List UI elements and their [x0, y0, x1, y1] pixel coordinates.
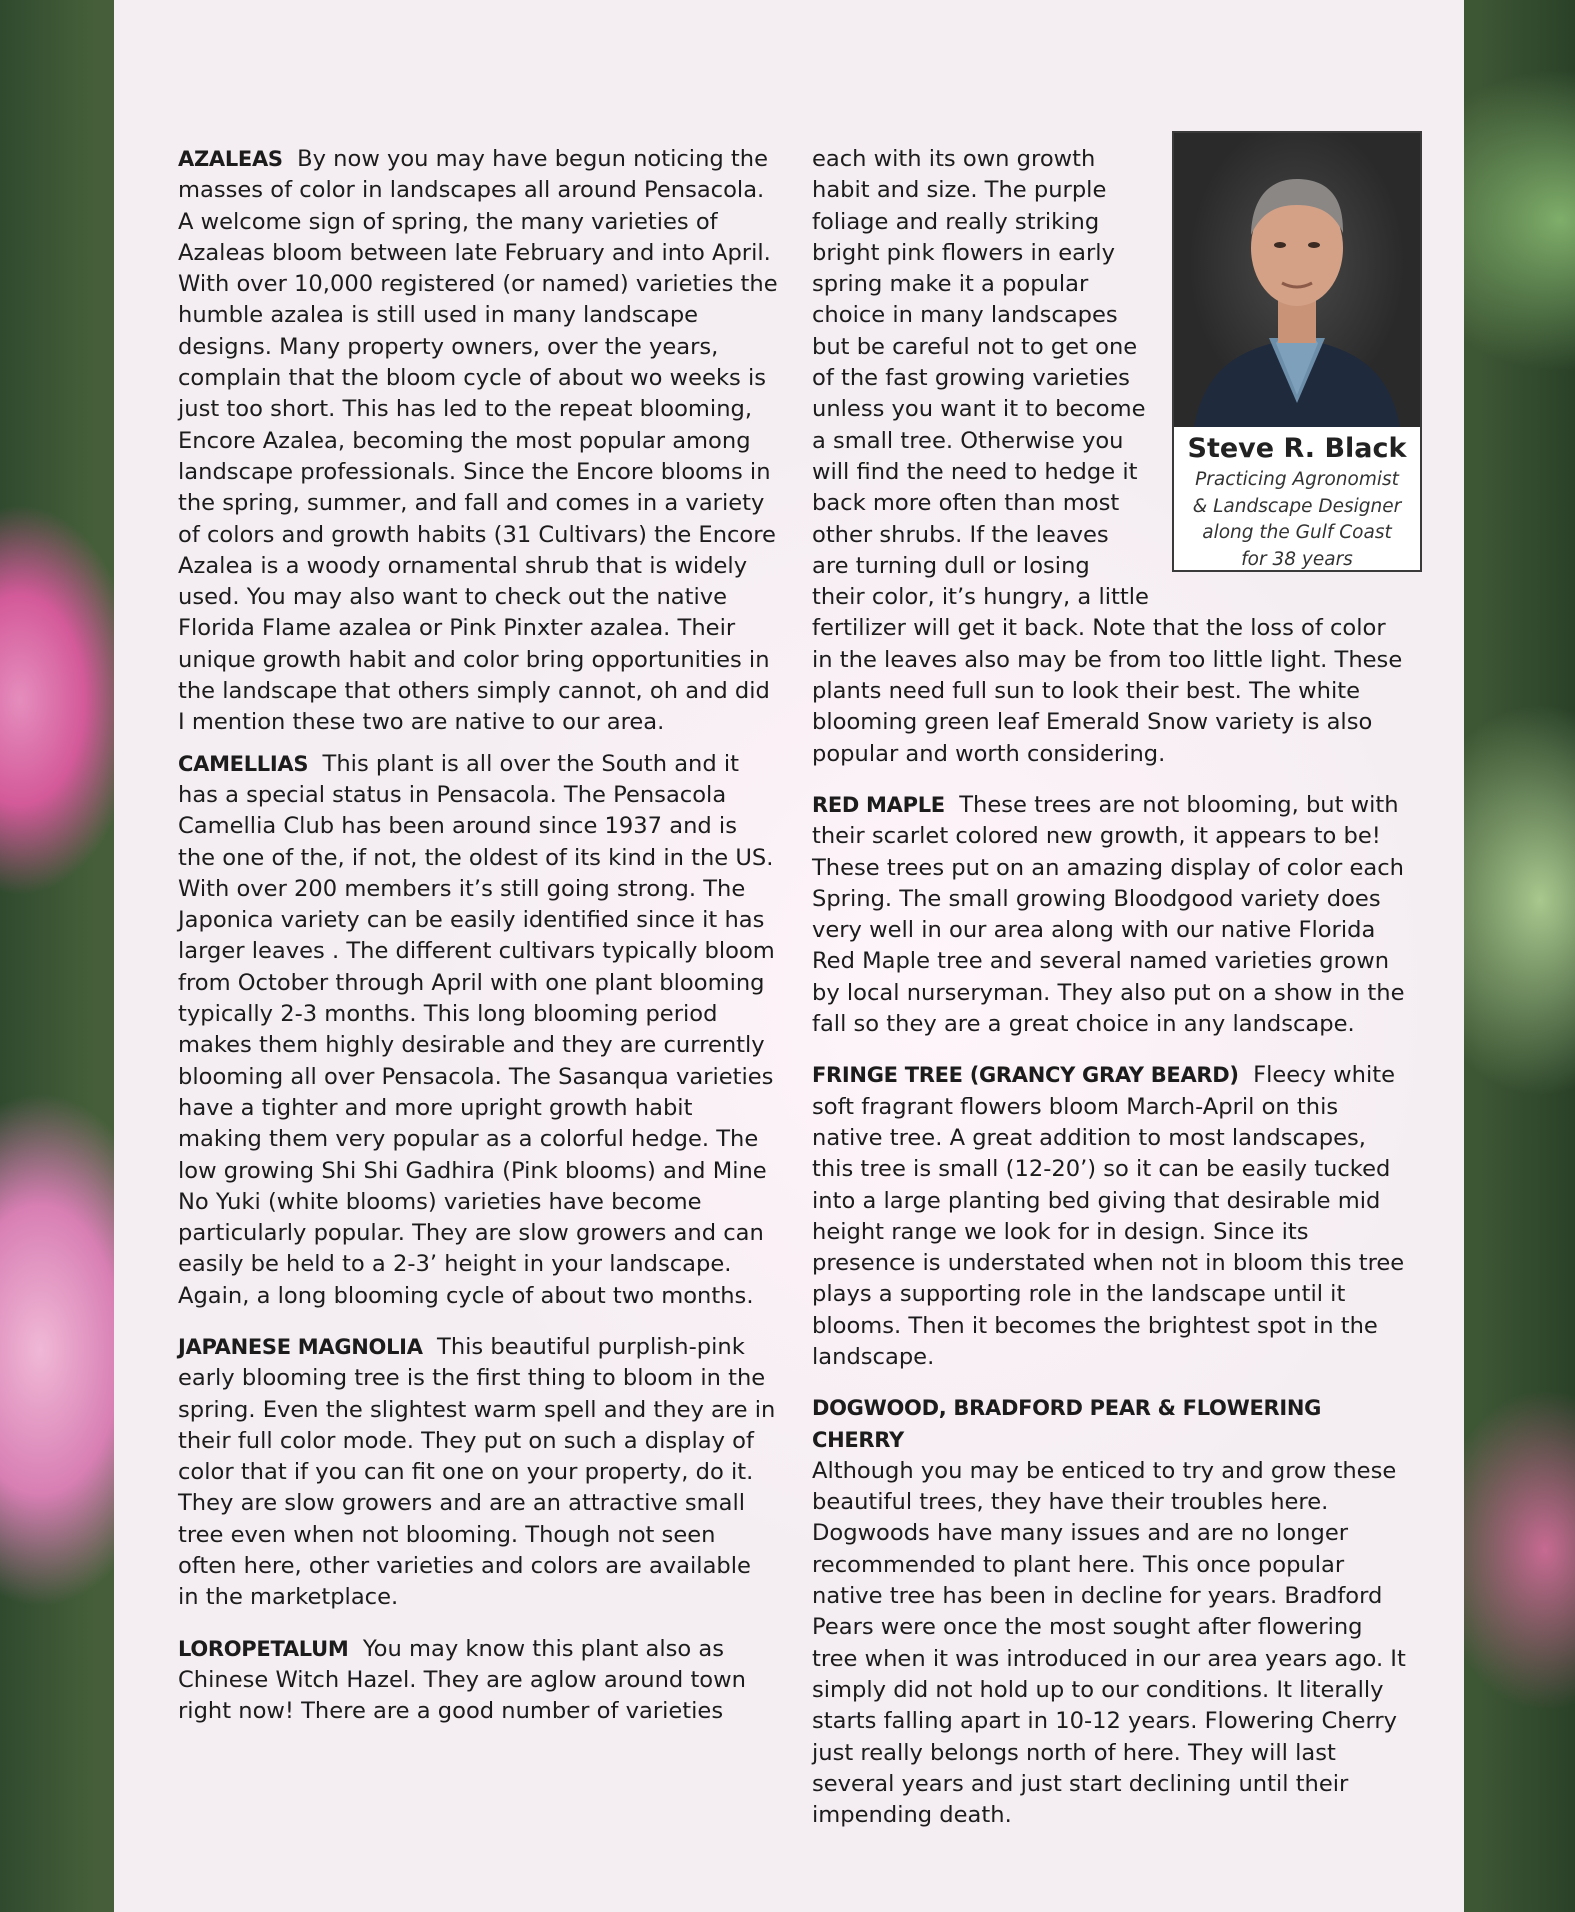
loropetalum-continued: fertilizer will get it back. Note that the loss of color in the leaves also may be from too little light. These plants need full sun to look their best. The white blooming green leaf Emerald Snow variety is also popular and worth considering.: [812, 615, 1403, 767]
author-portrait-illustration: [1174, 133, 1420, 427]
author-photo: [1174, 133, 1420, 427]
section-dogwood: [812, 1393, 1412, 1831]
author-role-line: along the Gulf Coast: [1202, 522, 1392, 543]
section-text: Fleecy white soft fragrant flowers bloom March-April on this native tree. A great addition to most landscapes, this tree is small (12-20’) so it can be easily tucked into a large planting bed giving that desirable mid height range we look for in design. Since its presence is understated when not in bloom this tree plays a supporting role in the landscape until it blooms. Then it becomes the brightest spot in the landscape.: [812, 1062, 1405, 1370]
text-line: are turning dull or losing: [812, 552, 1090, 579]
text-line: each with its own growth: [812, 146, 1096, 172]
text-line: unless you want it to become: [812, 396, 1146, 423]
left-column: [178, 144, 778, 1738]
author-role-line: Practicing Agronomist: [1195, 469, 1399, 490]
text-line: their color, it’s hungry, a little: [812, 584, 1149, 611]
section-fringe-tree: [812, 1060, 1412, 1373]
section-loropetalum: [178, 1634, 778, 1728]
author-profile-box: [1172, 131, 1422, 572]
text-line: of the fast growing varieties: [812, 365, 1130, 392]
author-name: Steve R. Black: [1187, 433, 1407, 464]
section-heading: LOROPETALUM: [178, 1636, 349, 1661]
section-text: This beautiful purplish-pink early blooming tree is the first thing to bloom in the spring. Even the slightest warm spell and they are in their full color mode. They put on such a display of color that if you can fit one on your property, do it. They are slow growers and are an attractive small tree even when not blooming. Though not seen often here, other varieties and colors are available in the marketplace.: [178, 1333, 776, 1611]
section-text: You may know this plant also as Chinese Witch Hazel. They are aglow around town right now! There are a good number of varieties: [178, 1635, 746, 1725]
section-camellias: [178, 749, 778, 1312]
author-role: [1174, 467, 1420, 573]
text-line: habit and size. The purple: [812, 177, 1107, 204]
section-heading: FRINGE TREE (GRANCY GRAY BEARD): [812, 1063, 1239, 1088]
text-line: will find the need to hedge it: [812, 458, 1138, 485]
section-text: By now you may have begun noticing the masses of color in landscapes all around Pensacola. A welcome sign of spring, the many varieties of Azaleas bloom between late February and into April. With over 10,000 registered (or named) varieties the humble azalea is still used in many landscape designs. Many property owners, over the years, complain that the bloom cycle of about wo weeks is just too short. This has led to the repeat blooming, Encore Azalea, becoming the most popular among landscape professionals. Since the Encore blooms in the spring, summer, and fall and comes in a variety of colors and growth habits (31 Cultivars) the Encore Azalea is a woody ornamental shrub that is widely used. You may also want to check out the native Florida Flame azalea or Pink Pinxter azalea. Their unique growth habit and color bring opportunities in the landscape that others simply cannot, oh and did I mention these two are native to our area.: [178, 146, 778, 736]
text-line: back more often than most: [812, 490, 1120, 517]
section-text: This plant is all over the South and it has a special status in Pensacola. The Pensacola Camellia Club has been around since 1937 and is the one of the, if not, the oldest of its kind in the US. With over 200 members it’s still going strong. The Japonica variety can be easily identified since it has larger leaves . The different cultivars typically bloom from October through April with one plant blooming typically 2-3 months. This long blooming period makes them highly desirable and they are currently blooming all over Pensacola. The Sasanqua varieties have a tighter and more upright growth habit making them very popular as a colorful hedge. The low growing Shi Shi Gadhira (Pink blooms) and Mine No Yuki (white blooms) varieties have become particularly popular. They are slow growers and can easily be held to a 2-3’ height in your landscape. Again, a long blooming cycle of about two months.: [178, 750, 775, 1309]
section-azaleas: [178, 144, 778, 739]
author-caption: [1174, 429, 1420, 573]
section-heading: JAPANESE MAGNOLIA: [178, 1334, 423, 1359]
section-text: These trees are not blooming, but with their scarlet colored new growth, it appears to be! These trees put on an amazing display of color each Spring. The small growing Bloodgood variety does very well in our area along with our native Florida Red Maple tree and several named varieties grown by local nurseryman. They also put on a show in the fall so they are a great choice in any landscape.: [812, 791, 1405, 1038]
section-heading: DOGWOOD, BRADFORD PEAR & FLOWERING CHERRY: [812, 1396, 1322, 1452]
text-line: but be careful not to get one: [812, 333, 1138, 360]
text-line: bright pink flowers in early: [812, 239, 1115, 266]
text-line: other shrubs. If the leaves: [812, 521, 1109, 548]
section-red-maple: [812, 790, 1412, 1040]
text-line: foliage and really striking: [812, 208, 1100, 235]
author-role-line: for 38 years: [1241, 548, 1353, 570]
text-line: choice in many landscapes: [812, 302, 1118, 329]
section-heading: RED MAPLE: [812, 792, 945, 817]
text-line: a small tree. Otherwise you: [812, 427, 1124, 454]
section-text: Although you may be enticed to try and grow these beautiful trees, they have their troubles here. Dogwoods have many issues and are no longer recommended to plant here. This once popular native tree has been in decline for years. Bradford Pears were once the most sought after flowering tree when it was introduced in our area years ago. It simply did not hold up to our conditions. It literally starts falling apart in 10-12 years. Flowering Cherry just really belongs north of here. They will last several years and just start declining until their impending death.: [812, 1457, 1406, 1829]
section-heading: CAMELLIAS: [178, 751, 309, 776]
text-line: spring make it a popular: [812, 271, 1089, 298]
author-role-line: & Landscape Designer: [1192, 495, 1402, 517]
section-heading: AZALEAS: [178, 147, 283, 171]
section-japanese-magnolia: [178, 1332, 778, 1614]
